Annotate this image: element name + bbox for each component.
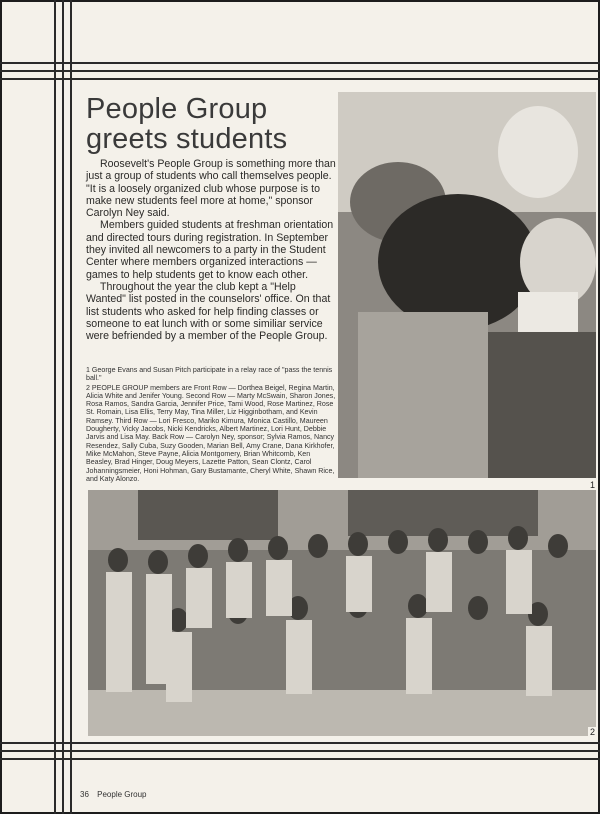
- paragraph: Roosevelt's People Group is something more than just a group of students who call themselves people. "It is a loosely organized club whose purpose is to make new students feel more at home," sponsor Carolyn Ney said.: [86, 158, 336, 220]
- margin-rule: [0, 62, 600, 64]
- caption: 1 George Evans and Susan Pitch participate in a relay race of "pass the tennis ball.": [86, 366, 333, 383]
- margin-rule: [0, 70, 600, 72]
- relay-race-photo: [338, 92, 596, 478]
- article-body: [86, 158, 336, 342]
- group-photo: [88, 490, 596, 736]
- photo-captions: [86, 366, 336, 484]
- photo-number: 1: [590, 480, 596, 490]
- page-title: [86, 94, 336, 154]
- photo-number: 2: [590, 727, 596, 737]
- title-line: greets students: [86, 123, 288, 155]
- section-name: People Group: [97, 790, 147, 799]
- page-number: 36: [80, 790, 89, 799]
- paragraph: Throughout the year the club kept a "Help Wanted" list posted in the counselors' office. On that list students who asked for help finding classes or someone to eat lunch with or some similiar service were befriended by a member of the People Group.: [86, 280, 331, 343]
- paragraph: Members guided students at freshman orientation and directed tours during registration. In September they invited all newcomers to a party in the Student Center where members organized interactions — games to help students get to know each other.: [86, 219, 334, 281]
- margin-rule: [70, 0, 72, 814]
- margin-rule: [54, 0, 56, 814]
- caption: 2 PEOPLE GROUP members are Front Row — Dorthea Beigel, Regina Martin, Alicia White and Jenifer Young. Second Row — Marty McSwain, Sharon Jones, Rosa Ramos, Sandra Garcia, Jennifer Price, Tami Wood, Rose Martinez, Rose St. Romain, Lisa Ellis, Terry May, Tina Miller, Liz Higginbotham, and Kevin Ramsey. Third Row — Lori Fresco, Mariko Kimura, Monica Castillo, Maureen Dougherty, Vicky Jacobs, Nicki Kendricks, Albert Martinez, Lori Hunt, Debbie Jarvis and Lisa May. Back Row — Carolyn Ney, sponsor; Sylvia Ramos, Nancy Resendez, Sally Cuba, Suzy Gooden, Marian Bell, Amy Crane, Dana Kirkhofer, Mike McMahon, Steve Payne, Alicia Montgomery, Brian Whitcomb, Ken Beasley, Brad Hinger, Doug Meyers, Lazette Patton, Sean Clontz, Carol Johanningsmeier, Honi Hohman, Gary Bustamante, Cheryl White, Shawn Rice, and Katy Alonzo.: [86, 383, 336, 483]
- title-line: People Group: [86, 93, 268, 125]
- margin-rule: [0, 758, 600, 760]
- margin-rule: [0, 742, 600, 744]
- margin-rule: [62, 0, 64, 814]
- margin-rule: [0, 78, 600, 80]
- page-footer: [80, 790, 153, 799]
- margin-rule: [0, 750, 600, 752]
